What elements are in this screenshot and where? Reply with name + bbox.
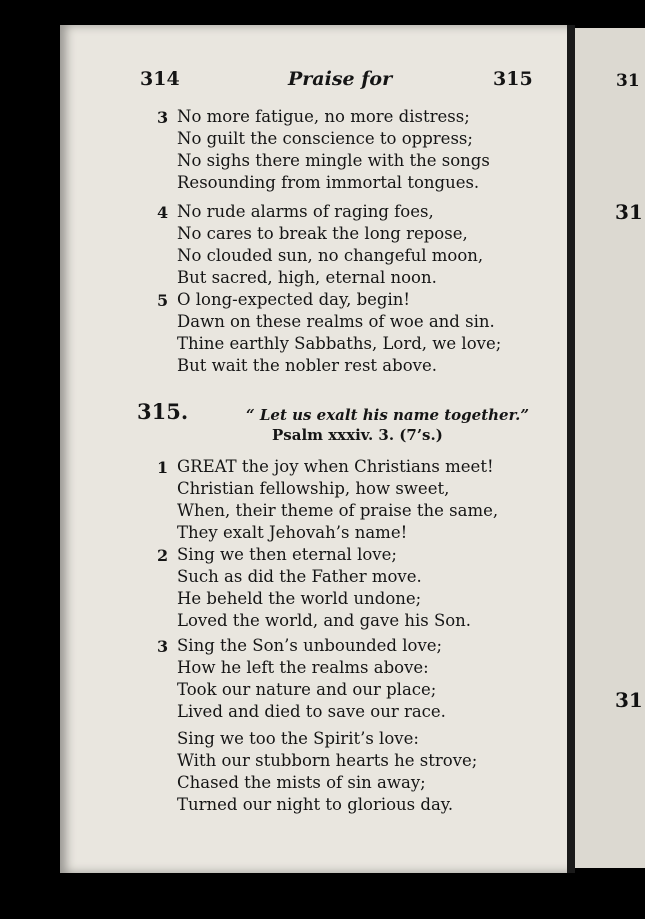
book-gutter xyxy=(567,25,575,873)
right-page-hymn-number-fragment: 31 xyxy=(615,688,643,712)
verse-line: Took our nature and our place; xyxy=(177,680,437,699)
verse-line: Dawn on these realms of woe and sin. xyxy=(177,312,495,331)
hymn-reference: Psalm xxxiv. 3. (7’s.) xyxy=(272,426,443,444)
verse-line: Sing we then eternal love; xyxy=(177,545,397,564)
right-page-header-fragment: 31 xyxy=(616,71,640,91)
verse-line: GREAT the joy when Christians meet! xyxy=(177,457,494,476)
verse-line: With our stubborn hearts he strove; xyxy=(177,751,478,770)
verse-line: Lived and died to save our race. xyxy=(177,702,446,721)
book-page-right-edge xyxy=(575,28,645,868)
stanza-number: 2 xyxy=(157,546,169,565)
verse-line: But sacred, high, eternal noon. xyxy=(177,268,437,287)
verse-line: Thine earthly Sabbaths, Lord, we love; xyxy=(177,334,502,353)
verse-line: Christian fellowship, how sweet, xyxy=(177,479,450,498)
verse-line: No more fatigue, no more distress; xyxy=(177,107,470,126)
hymn-number: 315. xyxy=(137,399,189,424)
stanza-number: 5 xyxy=(157,291,169,310)
verse-line: When, their theme of praise the same, xyxy=(177,501,499,520)
verse-line: Such as did the Father move. xyxy=(177,567,422,586)
verse-line: Turned our night to glorious day. xyxy=(177,795,454,814)
verse-line: Resounding from immortal tongues. xyxy=(177,173,480,192)
stanza-number: 1 xyxy=(157,458,169,477)
verse-line: How he left the realms above: xyxy=(177,658,429,677)
verse-line: Loved the world, and gave his Son. xyxy=(177,611,472,630)
verse-line: But wait the nobler rest above. xyxy=(177,356,437,375)
verse-line: No cares to break the long repose, xyxy=(177,224,468,243)
verse-line: He beheld the world undone; xyxy=(177,589,422,608)
verse-line: Sing we too the Spirit’s love: xyxy=(177,729,419,748)
stanza-number: 3 xyxy=(157,108,169,127)
verse-line: Chased the mists of sin away; xyxy=(177,773,426,792)
page-number-left: 314 xyxy=(140,68,180,90)
hymn-epigraph: “ Let us exalt his name together.” xyxy=(246,406,529,424)
verse-line: No guilt the conscience to oppress; xyxy=(177,129,473,148)
page-number-right: 315 xyxy=(493,68,533,90)
stanza-number: 3 xyxy=(157,637,169,656)
running-title: Praise for xyxy=(288,68,393,90)
verse-line: No clouded sun, no changeful moon, xyxy=(177,246,484,265)
verse-line: No sighs there mingle with the songs xyxy=(177,151,490,170)
verse-line: No rude alarms of raging foes, xyxy=(177,202,434,221)
verse-line: Sing the Son’s unbounded love; xyxy=(177,636,443,655)
right-page-hymn-number-fragment: 31 xyxy=(615,200,643,224)
verse-line: They exalt Jehovah’s name! xyxy=(177,523,408,542)
stanza-number: 4 xyxy=(157,203,169,222)
verse-line: O long-expected day, begin! xyxy=(177,290,411,309)
